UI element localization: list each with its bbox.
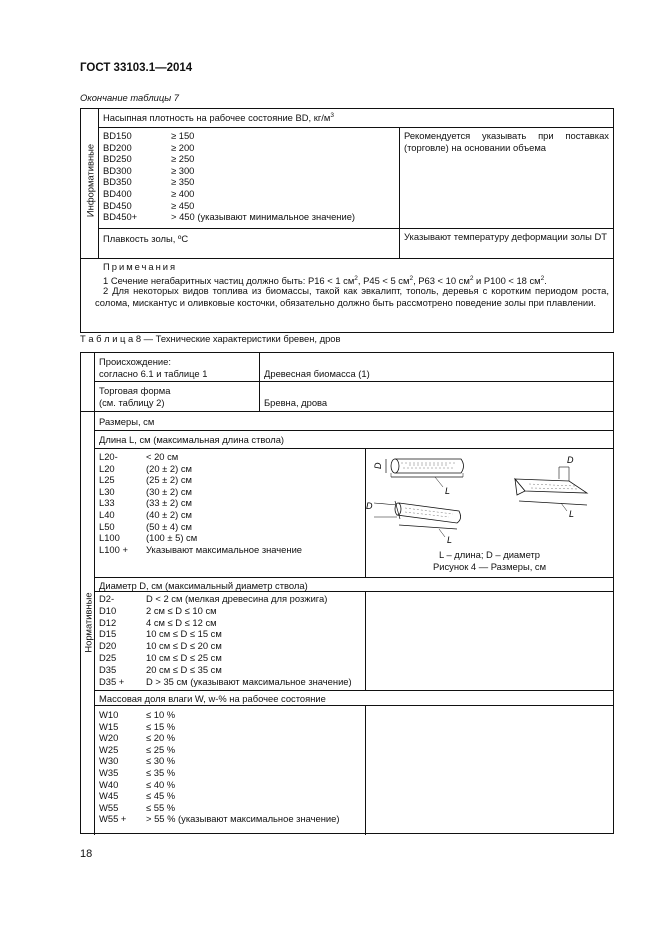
notes-title: Примечания [103,261,178,272]
table7-caption: Окончание таблицы 7 [80,92,179,103]
ash-note: Указывают температуру деформации золы DT [404,231,607,242]
length-row-value: (40 ± 2) см [146,508,192,520]
moisture-header: Массовая доля влаги W, w-% на рабочее состояние [99,693,326,704]
diameter-header: Диаметр D, см (максимальный диаметр ствола) [99,580,308,591]
bd-row-code: BD350 [103,176,132,188]
length-row-code: L20 [99,462,115,474]
moisture-row-code: W45 [99,790,119,802]
length-row-code: L100 + [99,543,128,555]
bd-row-code: BD300 [103,164,132,176]
svg-text:L: L [447,535,453,545]
origin-value: Древесная биомасса (1) [264,368,370,379]
bd-row-value: ≥ 400 [171,187,195,199]
diameter-row-value: 10 см ≤ D ≤ 15 см [146,628,222,640]
moisture-row-code: W10 [99,709,119,720]
diameter-row-value: D > 35 см (указывают максимальное значение) [146,675,352,687]
length-codes [99,451,147,555]
table7 [80,108,614,333]
moisture-row-value: ≤ 35 % [146,766,176,778]
length-row-value: (50 ± 4) см [146,520,192,532]
bd-row-value: ≥ 450 [171,199,195,211]
trade-label: Торговая форма (см. таблицу 2) [99,385,171,408]
moisture-row-code: W35 [99,766,119,778]
moisture-row-value: ≤ 40 % [146,778,176,790]
document-header: ГОСТ 33103.1—2014 [80,62,193,74]
diameter-row-code: D25 [99,651,117,663]
table8 [80,352,614,834]
diameter-row-value: 10 см ≤ D ≤ 25 см [146,651,222,663]
bd-row-code: BD250 [103,153,132,165]
bd-note: Рекомендуется указывать при поставках (торговле) на основании объема [404,130,609,153]
bd-row-code: BD450 [103,199,132,211]
length-values [146,451,364,555]
length-row-code: L25 [99,474,115,486]
svg-text:L: L [569,509,575,519]
table7-side-label: Информативные [84,143,96,218]
log-right [515,455,587,519]
bd-row-code: BD200 [103,141,132,153]
length-row-value: (33 ± 2) см [146,497,192,509]
log-dimensions-figure [366,451,609,561]
moisture-row-code: W30 [99,755,119,767]
length-row-code: L40 [99,508,115,520]
moisture-row-code: W15 [99,720,119,732]
moisture-values [146,709,364,825]
length-row-value: (25 ± 2) см [146,474,192,486]
bd-row-value: ≥ 300 [171,164,195,176]
moisture-row-value: ≤ 30 % [146,755,176,767]
bd-row-value: ≥ 350 [171,176,195,188]
svg-text:L: L [445,486,451,496]
moisture-row-value: ≤ 10 % [146,709,176,720]
origin-label: Происхождение: согласно 6.1 и таблице 1 [99,356,208,379]
length-row-value: Указывают максимальное значение [146,543,303,555]
svg-text:D: D [373,462,383,469]
bd-row-code: BD400 [103,187,132,199]
ash-label: Плавкость золы, ºС [103,233,189,244]
moisture-row-value: ≤ 55 % [146,801,176,813]
note-2: 2 Для некоторых видов топлива из биомассы, такой как эвкалипт, тополь, деревья с коротким периодом роста, солома, мискантус и оливковые косточки, обязательно должно быть рассмотрено поведение золы при плавлении. [95,285,609,308]
bd-row-value: ≥ 250 [171,153,195,165]
moisture-row-value: > 55 % (указывают максимальное значение) [146,813,340,825]
length-row-value: < 20 см [146,451,179,462]
log-lower-left [366,501,461,545]
svg-text:D: D [567,455,574,465]
sizes-label: Размеры, см [99,416,155,427]
moisture-row-code: W55 + [99,813,127,825]
moisture-row-code: W20 [99,732,119,744]
bd-row-code: BD150 [103,130,132,141]
length-row-value: (30 ± 2) см [146,485,192,497]
length-header: Длина L, см (максимальная длина ствола) [99,434,285,445]
figure-legend: L – длина; D – диаметр [438,549,541,560]
page-number: 18 [80,848,93,860]
moisture-codes [99,709,147,825]
moisture-row-value: ≤ 20 % [146,732,176,744]
diameter-codes [99,593,147,687]
diameter-row-code: D20 [99,640,117,652]
diameter-row-value: 10 см ≤ D ≤ 20 см [146,640,222,652]
moisture-row-code: W40 [99,778,119,790]
length-row-code: L20- [99,451,118,462]
diameter-row-value: 20 см ≤ D ≤ 35 см [146,663,222,675]
bd-row-value: ≥ 150 [171,130,195,141]
bd-row-value: ≥ 200 [171,141,195,153]
bd-row-code: BD450+ [103,211,138,223]
diameter-row-code: D10 [99,604,117,616]
length-row-code: L100 [99,532,120,544]
moisture-row-code: W25 [99,743,119,755]
diameter-row-code: D12 [99,616,117,628]
svg-text:D: D [366,501,373,511]
bd-codes [103,130,173,223]
moisture-row-code: W55 [99,801,119,813]
diameter-row-code: D2- [99,593,115,604]
length-row-value: (100 ± 5) см [146,532,198,544]
note-1: 1 Сечение негабаритных частиц должно быть: P16 < 1 $см^2$, P45 < 5 $см^2$, P63 < 10 $см^2$ и P100 < 18 $см^2$. [103,275,547,286]
moisture-row-value: ≤ 25 % [146,743,176,755]
length-row-value: (20 ± 2) см [146,462,192,474]
length-row-code: L30 [99,485,115,497]
diameter-row-value: 4 см ≤ D ≤ 12 см [146,616,217,628]
bulk-density-header: Насыпная плотность на рабочее состояние BD, $кг/м^3$ [103,112,334,123]
diameter-row-value: 2 см ≤ D ≤ 10 см [146,604,217,616]
table8-side-label: Нормативные [82,592,94,653]
length-row-code: L33 [99,497,115,509]
diameter-row-code: D35 [99,663,117,675]
length-row-code: L50 [99,520,115,532]
table8-caption: Т а б л и ц а 8 — Технические характеристики бревен, дров [80,333,341,344]
trade-value: Бревна, дрова [264,397,328,408]
moisture-row-value: ≤ 15 % [146,720,176,732]
figure-caption: Рисунок 4 — Размеры, см [432,561,547,572]
moisture-row-value: ≤ 45 % [146,790,176,802]
diameter-row-code: D35 + [99,675,125,687]
bd-values [171,130,396,223]
diameter-row-code: D15 [99,628,117,640]
bd-row-value: > 450 (указывают минимальное значение) [171,211,356,223]
diameter-row-value: D < 2 см (мелкая древесина для розжига) [146,593,328,604]
log-upper-left [373,459,464,496]
diameter-values [146,593,364,687]
